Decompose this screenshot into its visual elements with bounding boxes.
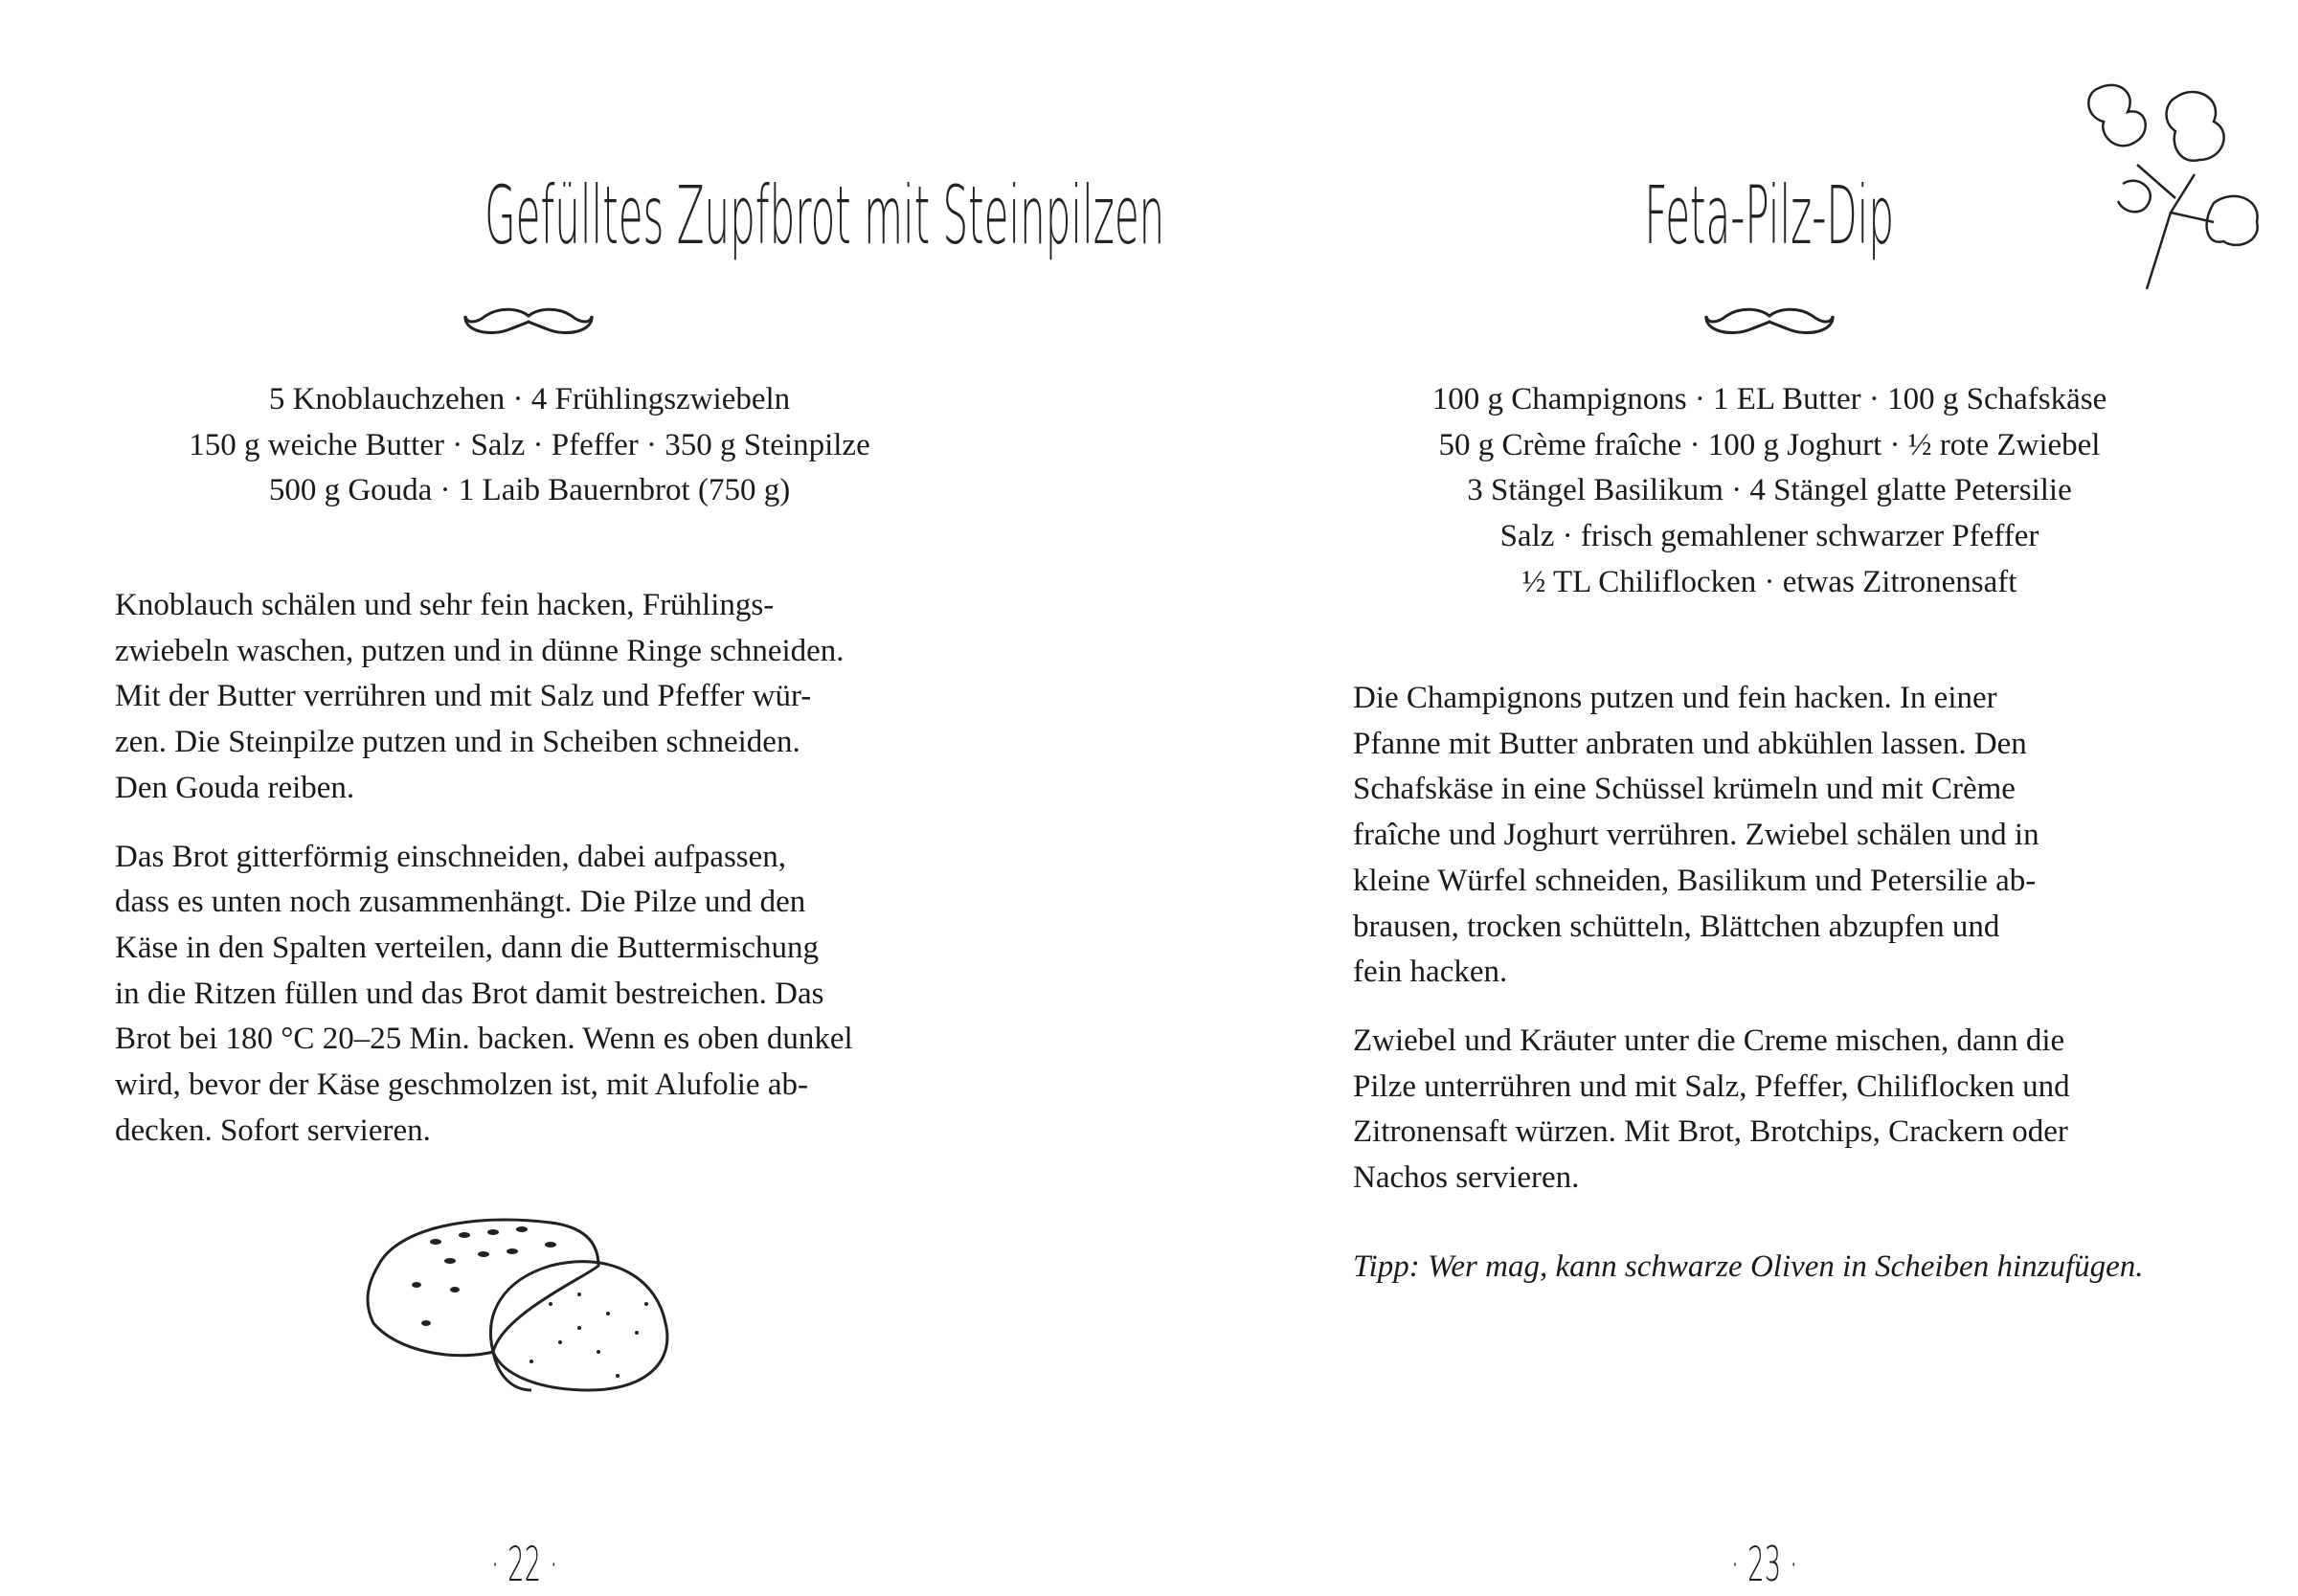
text-line: zwiebeln waschen, putzen und in dünne Ringe schneiden. <box>115 633 845 668</box>
right-recipe-title: Feta-Pilz-Dip <box>1644 169 1895 262</box>
text-line: Mit der Butter verrühren und mit Salz und Pfeffer wür- <box>115 679 812 714</box>
left-ingredients <box>115 377 944 514</box>
ingredient-line: 500 g Gouda · 1 Laib Bauernbrot (750 g) <box>268 473 791 508</box>
ingredient-line: Salz · frisch gemahlener schwarzer Pfeffer <box>1499 519 2039 554</box>
left-recipe-title: Gefülltes Zupfbrot mit Steinpilzen <box>484 169 1165 262</box>
text-line: Die Champignons putzen und fein hacken. In einer <box>1353 681 1997 715</box>
text-line: Zwiebel und Kräuter unter die Creme mischen, dann die <box>1353 1023 2065 1058</box>
ingredient-line: 3 Stängel Basilikum · 4 Stängel glatte Petersilie <box>1467 473 2072 508</box>
text-line: Pfanne mit Butter anbraten und abkühlen lassen. Den <box>1353 726 2027 761</box>
text-line: Zitronensaft würzen. Mit Brot, Brotchips, Crackern oder <box>1353 1114 2068 1150</box>
herb-illustration-icon <box>2080 79 2267 293</box>
left-page-number: · 22 · <box>491 1537 558 1592</box>
mustache-ornament-icon <box>462 303 596 341</box>
text-line: Knoblauch schälen und sehr fein hacken, Frühlings- <box>115 588 775 622</box>
ingredient-line: ½ TL Chiliflocken · etwas Zitronensaft <box>1521 564 2017 599</box>
text-line: Schafskäse in eine Schüssel krümeln und mit Crème <box>1353 772 2016 807</box>
text-line: kleine Würfel schneiden, Basilikum und Petersilie ab- <box>1353 863 2037 898</box>
text-line: Pilze unterrühren und mit Salz, Pfeffer, Chiliflocken und <box>1353 1068 2070 1104</box>
text-line: fein hacken. <box>1353 955 1508 990</box>
mustache-ornament-icon <box>1702 303 1836 341</box>
right-ingredients <box>1339 377 2200 606</box>
text-line: decken. Sofort servieren. <box>115 1113 431 1148</box>
ingredient-line: 100 g Champignons · 1 EL Butter · 100 g Schafskäse <box>1431 382 2107 416</box>
text-line: Brot bei 180 °C 20–25 Min. backen. Wenn es oben dunkel <box>115 1022 853 1057</box>
right-page-number: · 23 · <box>1731 1537 1798 1592</box>
text-line: Käse in den Spalten verteilen, dann die Buttermischung <box>115 930 819 965</box>
recipe-tip: Tipp: Wer mag, kann schwarze Oliven in Scheiben hinzufügen. <box>1353 1249 2144 1284</box>
right-instructions <box>1353 653 2215 1225</box>
text-line: in die Ritzen füllen und das Brot damit bestreichen. Das <box>115 976 824 1011</box>
text-line: dass es unten noch zusammenhängt. Die Pilze und den <box>115 885 806 920</box>
text-line: wird, bevor der Käse geschmolzen ist, mit Alufolie ab- <box>115 1068 808 1103</box>
text-line: brausen, trocken schütteln, Blättchen abzupfen und <box>1353 909 2000 944</box>
ingredient-line: 5 Knoblauchzehen · 4 Frühlingszwiebeln <box>268 382 791 416</box>
ingredient-line: 150 g weiche Butter · Salz · Pfeffer · 350 g Steinpilze <box>189 427 870 462</box>
ingredient-line: 50 g Crème fraîche · 100 g Joghurt · ½ rote Zwiebel <box>1438 427 2101 462</box>
bread-illustration-icon <box>359 1208 696 1400</box>
text-line: Das Brot gitterförmig einschneiden, dabei aufpassen, <box>115 839 787 874</box>
left-instructions <box>115 560 958 1177</box>
text-line: fraîche und Joghurt verrühren. Zwiebel schälen und in <box>1353 818 2039 853</box>
text-line: Nachos servieren. <box>1353 1160 1580 1196</box>
text-line: zen. Die Steinpilze putzen und in Scheiben schneiden. <box>115 725 800 760</box>
text-line: Den Gouda reiben. <box>115 770 355 805</box>
